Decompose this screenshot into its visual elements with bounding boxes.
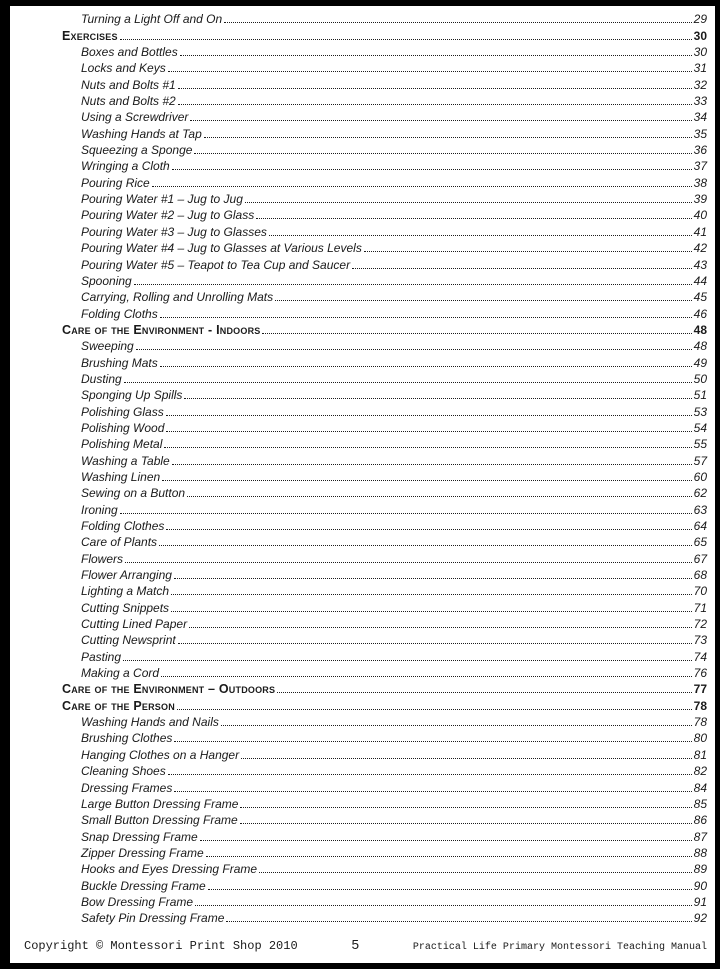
dot-leader	[352, 268, 692, 269]
toc-entry-page-number: 29	[693, 12, 707, 27]
toc-entry-page-number: 89	[693, 862, 707, 877]
toc-entry	[62, 370, 707, 386]
toc-entry-label: Hooks and Eyes Dressing Frame	[81, 862, 258, 877]
toc-entry-label: Turning a Light Off and On	[81, 12, 223, 27]
toc-entry	[62, 468, 707, 484]
toc-entry-page-number: 60	[693, 469, 707, 484]
toc-entry	[62, 255, 707, 271]
toc-entry-page-number: 50	[693, 371, 707, 386]
toc-entry-label: Dusting	[81, 371, 122, 386]
toc-entry-label: Locks and Keys	[81, 61, 166, 76]
toc-entry-page-number: 74	[693, 649, 707, 664]
toc-entry	[62, 647, 707, 663]
dot-leader	[200, 840, 692, 841]
toc-entry	[62, 43, 707, 59]
footer-page-number: 5	[351, 939, 360, 954]
toc-entry-label: Exercises	[62, 28, 118, 43]
toc-entry-page-number: 71	[693, 600, 707, 615]
toc-entry-page-number: 87	[693, 829, 707, 844]
toc-entry	[62, 304, 707, 320]
toc-entry-page-number: 55	[693, 437, 707, 452]
toc-entry-label: Pouring Water #5 – Teapot to Tea Cup and Saucer	[81, 257, 351, 272]
toc-entry-page-number: 34	[693, 110, 707, 125]
dot-leader	[221, 725, 692, 726]
dot-leader	[206, 856, 692, 857]
toc-entry	[62, 435, 707, 451]
toc-entry	[62, 598, 707, 614]
dot-leader	[178, 88, 692, 89]
toc-entry-page-number: 44	[693, 273, 707, 288]
dot-leader	[174, 578, 692, 579]
dot-leader	[160, 317, 692, 318]
toc-entry-page-number: 65	[693, 535, 707, 550]
toc-entry-page-number: 30	[693, 28, 707, 43]
toc-entry-label: Washing a Table	[81, 453, 170, 468]
dot-leader	[174, 741, 691, 742]
toc-entry-page-number: 62	[693, 486, 707, 501]
page-footer	[24, 939, 707, 954]
dot-leader	[134, 284, 692, 285]
toc-entry-label: Snap Dressing Frame	[81, 829, 198, 844]
toc-entry-label: Pouring Water #3 – Jug to Glasses	[81, 224, 267, 239]
toc-entry-label: Care of Plants	[81, 535, 158, 550]
toc-entry	[62, 762, 707, 778]
dot-leader	[269, 235, 692, 236]
toc-entry-page-number: 76	[693, 666, 707, 681]
toc-entry	[62, 500, 707, 516]
toc-entry-page-number: 30	[693, 45, 707, 60]
toc-entry	[62, 337, 707, 353]
toc-entry	[62, 664, 707, 680]
dot-leader	[240, 823, 692, 824]
toc-entry	[62, 533, 707, 549]
dot-leader	[168, 774, 692, 775]
dot-leader	[262, 333, 691, 334]
toc-entry	[62, 386, 707, 402]
dot-leader	[162, 480, 691, 481]
toc-entry	[62, 402, 707, 418]
toc-entry-page-number: 35	[693, 126, 707, 141]
toc-entry-page-number: 36	[693, 143, 707, 158]
toc-entry-page-number: 64	[693, 519, 707, 533]
toc-entry-label: Pasting	[81, 649, 122, 664]
toc-entry-label: Sweeping	[81, 339, 134, 354]
dot-leader	[159, 545, 692, 546]
toc-entry	[62, 713, 707, 729]
toc-entry	[62, 92, 707, 108]
toc-entry	[62, 811, 707, 827]
toc-entry-label: Buckle Dressing Frame	[81, 878, 206, 893]
dot-leader	[245, 202, 692, 203]
toc-entry	[62, 288, 707, 304]
toc-section-heading	[62, 680, 707, 696]
toc-entry	[62, 566, 707, 582]
toc-entry-label: Washing Hands and Nails	[81, 715, 219, 730]
toc-entry-label: Polishing Wood	[81, 420, 165, 435]
toc-entry-page-number: 38	[693, 175, 707, 190]
toc-entry-page-number: 31	[693, 61, 707, 76]
toc-entry-page-number: 54	[693, 420, 707, 435]
toc-entry-page-number: 90	[693, 878, 707, 893]
dot-leader	[184, 398, 691, 399]
toc-entry	[62, 419, 707, 435]
toc-entry-label: Carrying, Rolling and Unrolling Mats	[81, 290, 274, 305]
toc-entry-label: Nuts and Bolts #1	[81, 77, 176, 92]
toc-entry-page-number: 42	[693, 241, 707, 256]
toc-entry	[62, 827, 707, 843]
toc-entry-page-number: 70	[693, 584, 707, 599]
toc-entry-page-number: 91	[693, 894, 707, 909]
toc-entry-page-number: 39	[693, 192, 707, 207]
toc-section-heading	[62, 696, 707, 712]
dot-leader	[125, 562, 692, 563]
dot-leader	[190, 120, 691, 121]
dot-leader	[194, 153, 691, 154]
dot-leader	[180, 55, 692, 56]
toc-entry	[62, 893, 707, 909]
toc-entry	[62, 451, 707, 467]
toc-entry	[62, 876, 707, 892]
toc-entry-page-number: 45	[693, 290, 707, 305]
toc-entry-label: Large Button Dressing Frame	[81, 796, 239, 811]
toc-entry-page-number: 67	[693, 551, 707, 566]
toc-entry-label: Sponging Up Spills	[81, 388, 183, 403]
toc-entry-label: Washing Hands at Tap	[81, 126, 202, 141]
toc-entry-label: Cleaning Shoes	[81, 764, 166, 779]
toc-entry	[62, 173, 707, 189]
toc-entry	[62, 517, 707, 533]
dot-leader	[172, 464, 692, 465]
toc-entry-page-number: 49	[693, 355, 707, 370]
toc-entry-label: Boxes and Bottles	[81, 45, 178, 60]
toc-entry-label: Making a Cord	[81, 666, 160, 681]
toc-entry-label: Hanging Clothes on a Hanger	[81, 747, 240, 762]
toc-entry-label: Ironing	[81, 502, 118, 517]
toc-entry-page-number: 88	[693, 845, 707, 860]
toc-entry-label: Care of the Person	[62, 698, 175, 713]
toc-entry-page-number: 53	[693, 404, 707, 419]
toc-entry	[62, 615, 707, 631]
toc-entry-label: Polishing Glass	[81, 404, 164, 419]
toc-entry	[62, 745, 707, 761]
toc-entry	[62, 190, 707, 206]
footer-copyright: Copyright © Montessori Print Shop 2010	[24, 939, 298, 953]
toc-entry	[62, 141, 707, 157]
toc-entry-label: Zipper Dressing Frame	[81, 845, 204, 860]
dot-leader	[166, 529, 691, 530]
toc-entry-page-number: 77	[693, 682, 707, 697]
toc-entry	[62, 484, 707, 500]
toc-entry-label: Pouring Water #2 – Jug to Glass	[81, 208, 255, 223]
toc-entry-label: Pouring Water #4 – Jug to Glasses at Various Levels	[81, 241, 362, 256]
toc-entry-page-number: 43	[693, 257, 707, 272]
toc-entry-page-number: 78	[693, 698, 707, 713]
dot-leader	[174, 791, 691, 792]
toc-entry-label: Care of the Environment - Indoors	[62, 322, 261, 337]
toc-entry-page-number: 85	[693, 796, 707, 811]
dot-leader	[166, 431, 691, 432]
dot-leader	[195, 905, 692, 906]
toc-entry-page-number: 32	[693, 77, 707, 92]
toc-entry-label: Folding Clothes	[81, 519, 165, 533]
dot-leader	[136, 349, 692, 350]
toc-entry	[62, 860, 707, 876]
toc-entry-label: Brushing Mats	[81, 355, 158, 370]
toc-entry	[62, 795, 707, 811]
toc-entry	[62, 157, 707, 173]
toc-entry-label: Cutting Lined Paper	[81, 617, 188, 632]
toc-entry-label: Lighting a Match	[81, 584, 170, 599]
toc-entry	[62, 631, 707, 647]
toc-entry-page-number: 72	[693, 617, 707, 632]
dot-leader	[226, 921, 691, 922]
dot-leader	[208, 889, 692, 890]
dot-leader	[168, 71, 692, 72]
toc-entry-label: Washing Linen	[81, 469, 161, 484]
toc-entry-label: Cutting Newsprint	[81, 633, 176, 648]
toc-entry-page-number: 33	[693, 94, 707, 109]
toc-entry	[62, 353, 707, 369]
toc-entry	[62, 206, 707, 222]
toc-entry-label: Pouring Rice	[81, 175, 150, 190]
dot-leader	[240, 807, 691, 808]
dot-leader	[277, 692, 691, 693]
toc-entry-page-number: 51	[693, 388, 707, 403]
toc-entry	[62, 729, 707, 745]
toc-entry-label: Flower Arranging	[81, 568, 172, 583]
toc-entry-page-number: 82	[693, 764, 707, 779]
toc-entry-page-number: 80	[693, 731, 707, 746]
dot-leader	[189, 627, 692, 628]
toc-entry-label: Wringing a Cloth	[81, 159, 170, 174]
toc-entry	[62, 59, 707, 75]
toc-entry-label: Sewing on a Button	[81, 486, 186, 501]
toc-entry-page-number: 41	[693, 224, 707, 239]
toc-entry-page-number: 48	[693, 339, 707, 354]
toc-entry-page-number: 81	[693, 747, 707, 762]
toc-entry	[62, 124, 707, 140]
dot-leader	[187, 496, 692, 497]
toc-entry-page-number: 84	[693, 780, 707, 795]
toc-entry	[62, 549, 707, 565]
toc-entry-page-number: 68	[693, 568, 707, 583]
toc-entry	[62, 108, 707, 124]
dot-leader	[120, 513, 692, 514]
dot-leader	[172, 169, 692, 170]
toc-entry-label: Flowers	[81, 551, 124, 566]
toc-entry	[62, 582, 707, 598]
dot-leader	[241, 758, 692, 759]
toc-entry-label: Brushing Clothes	[81, 731, 173, 746]
dot-leader	[161, 676, 692, 677]
toc-entry	[62, 272, 707, 288]
toc-list	[62, 10, 707, 925]
dot-leader	[166, 415, 692, 416]
dot-leader	[364, 251, 692, 252]
toc-entry-label: Small Button Dressing Frame	[81, 813, 238, 828]
toc-entry-page-number: 37	[693, 159, 707, 174]
footer-manual-title: Practical Life Primary Montessori Teaching Manual	[412, 942, 707, 953]
toc-entry-label: Squeezing a Sponge	[81, 143, 193, 158]
toc-entry-label: Nuts and Bolts #2	[81, 94, 176, 109]
toc-entry-page-number: 78	[693, 715, 707, 730]
dot-leader	[256, 218, 691, 219]
dot-leader	[120, 39, 692, 40]
toc-section-heading	[62, 321, 707, 337]
toc-entry-page-number: 57	[693, 453, 707, 468]
toc-entry-label: Pouring Water #1 – Jug to Jug	[81, 192, 243, 207]
toc-entry	[62, 75, 707, 91]
toc-section-heading	[62, 26, 707, 42]
toc-entry-page-number: 46	[693, 306, 707, 321]
toc-entry-page-number: 63	[693, 502, 707, 517]
dot-leader	[152, 186, 692, 187]
toc-entry-label: Dressing Frames	[81, 780, 173, 795]
toc-entry	[62, 239, 707, 255]
dot-leader	[160, 366, 692, 367]
toc-entry	[62, 778, 707, 794]
toc-entry	[62, 909, 707, 925]
toc-entry-page-number: 40	[693, 208, 707, 223]
toc-entry-label: Care of the Environment – Outdoors	[62, 682, 276, 697]
dot-leader	[204, 137, 692, 138]
toc-entry	[62, 222, 707, 238]
toc-entry-label: Cutting Snippets	[81, 600, 170, 615]
dot-leader	[171, 611, 692, 612]
dot-leader	[224, 22, 691, 23]
dot-leader	[259, 872, 692, 873]
toc-entry-label: Polishing Metal	[81, 437, 163, 452]
dot-leader	[164, 447, 691, 448]
dot-leader	[177, 709, 692, 710]
dot-leader	[124, 382, 692, 383]
toc-entry-label: Spooning	[81, 273, 132, 288]
toc-entry-label: Folding Cloths	[81, 306, 158, 321]
toc-entry-page-number: 48	[693, 322, 707, 337]
toc-entry-page-number: 86	[693, 813, 707, 828]
toc-entry-page-number: 92	[693, 911, 707, 926]
toc-entry-label: Safety Pin Dressing Frame	[81, 911, 225, 926]
dot-leader	[178, 104, 692, 105]
dot-leader	[123, 660, 692, 661]
toc-entry-label: Bow Dressing Frame	[81, 894, 194, 909]
toc-entry	[62, 844, 707, 860]
toc-entry-label: Using a Screwdriver	[81, 110, 189, 125]
toc-entry	[62, 10, 707, 26]
dot-leader	[275, 300, 692, 301]
toc-entry-page-number: 73	[693, 633, 707, 648]
document-page	[10, 6, 715, 963]
dot-leader	[178, 643, 692, 644]
dot-leader	[171, 594, 692, 595]
